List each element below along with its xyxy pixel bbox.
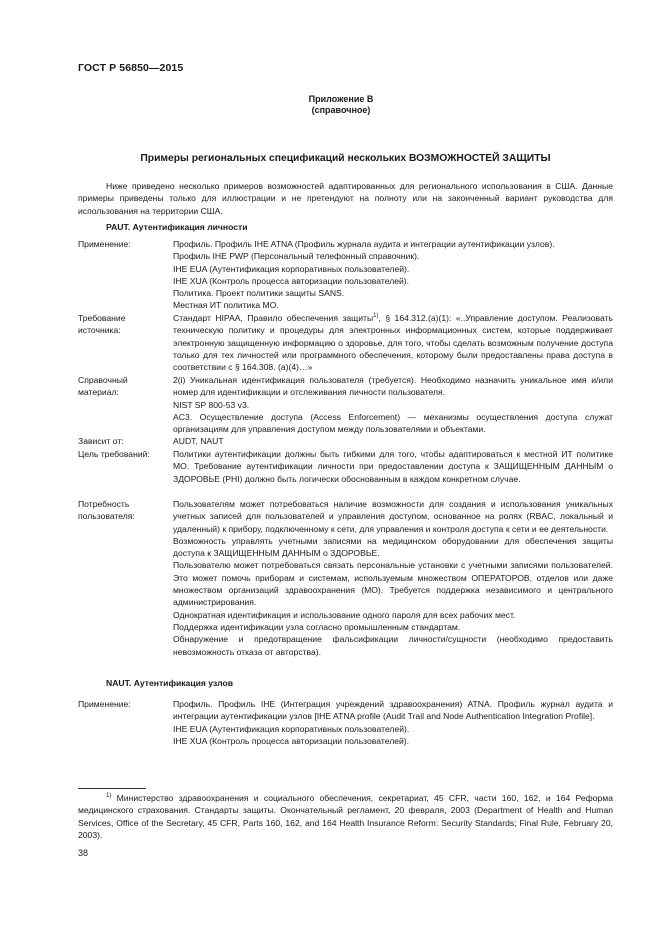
list-item: Однократная идентификация и использование одного пароля для всех рабочих мест.	[173, 609, 516, 620]
field-label: Цель требований:	[78, 449, 150, 459]
footnote-ref: 1)	[373, 313, 379, 320]
text-run: Стандарт HIPAA, Правило обеспечения защиты	[173, 313, 374, 323]
standard-number: ГОСТ Р 56850—2015	[78, 62, 184, 74]
list-item: Пользователю может потребоваться связать персональные установки с учетными записями пользователей. Это может помочь приборам и системам, используемым множеством ОПЕРАТОРОВ, отделов или даже множеством организаций здравоохранения (МО). Требуется поддержка независимого и центрального администрирования.	[173, 560, 613, 608]
field-label: Требование источника:	[78, 313, 126, 336]
field-value	[173, 374, 613, 435]
list-item: Обнаружение и предотвращение фальсификации личности/сущности (необходимо предоставить невозможность отказа от авторства).	[173, 634, 613, 657]
list-item: Профиль IHE PWP (Персональный телефонный справочник).	[173, 251, 420, 262]
list-item: Возможность управлять учетными записями на медицинском оборудовании для обеспечения защиты доступа к ЗАЩИЩЕННЫМ ДАННЫМ о ЗДОРОВЬЕ.	[173, 535, 613, 559]
footnote-text: Министерство здравоохранения и социального обеспечения, секретариат, 45 CFR, части 160, 162, и 164 Реформа медицинского страхования. Стандарты защиты. Окончательный регламент, 20 февраля, 2003 (Department of Health and Human Services, Office of the Secretary, 45 CFR, Parts 160, 162, and 164 Health Insurance Reform: Security Standards; Final Rule, February 20, 2003).	[78, 793, 613, 840]
field-label: Справочный материал:	[78, 375, 128, 398]
naut-heading: NAUT. Аутентификация узлов	[106, 678, 234, 688]
list-item: Политика. Проект политики защиты SANS.	[173, 288, 345, 299]
footnote-divider	[78, 788, 146, 789]
list-item: AC3. Осуществление доступа (Access Enforcement) — механизмы осуществления доступа служат организациям для управления доступом между пользователями и объектами.	[173, 411, 613, 435]
paut-heading: PAUT. Аутентификация личности	[106, 222, 248, 232]
list-item: Пользователям может потребоваться наличие возможности для создания и использования уникальных учетных записей для пользователей и управления доступом, основанное на ролях (RBAC, локальный и удаленный) к прибору, подключенному к сети, для управления и контроля доступа к сети и ее деятельности.	[173, 499, 613, 534]
field-value	[173, 312, 613, 373]
annex-title: Приложение В	[308, 94, 374, 104]
field-label: Потребность пользователя:	[78, 499, 135, 522]
list-item: 2(i) Уникальная идентификация пользователя (требуется). Необходимо назначить уникальное имя и/или номер для идентификации и отслеживания личности пользователя.	[173, 375, 613, 398]
field-label: Применение:	[78, 699, 131, 709]
field-value: AUDT, NAUT	[173, 436, 224, 446]
field-label: Зависит от:	[78, 436, 124, 446]
field-value	[173, 238, 613, 312]
list-item: Профиль. Профиль IHE (Интеграция учреждений здравоохранения) ATNA. Профиль журнал аудита и интеграции аутентификации узлов [IHE ATNA profile (Audit Trail and Node Authentication Integration Profile].	[173, 699, 613, 722]
list-item: Профиль. Профиль IHE ATNA (Профиль журнала аудита и интеграции аутентификации узлов).	[173, 239, 555, 249]
page-number: 38	[78, 848, 89, 858]
list-item: IHE EUA (Аутентификация корпоративных пользователей).	[173, 263, 410, 274]
text-run: , § 164.312.(a)(1): «..Управление доступом. Реализовать техническую политику и процедуры для электронных информационных систем, которые поддерживает электронную защищенную информацию о здоровье, для того, чтобы сделать возможным получение доступа только для тех личностей или программного обеспечения, которому были предоставлены права доступа в соответствии с § 164.308. (a)(4)…»	[173, 313, 613, 373]
list-item: IHE XUA (Контроль процесса авторизации пользователей).	[173, 275, 410, 286]
footnote-mark: 1)	[106, 793, 112, 800]
section-title: Примеры региональных спецификаций нескольких ВОЗМОЖНОСТЕЙ ЗАЩИТЫ	[140, 153, 551, 164]
annex-subtitle: (справочное)	[311, 105, 371, 115]
list-item: IHE EUA (Аутентификация корпоративных пользователей).	[173, 723, 410, 734]
list-item: NIST SP 800-53 v3.	[173, 399, 250, 410]
field-label: Применение:	[78, 239, 131, 249]
footnote	[78, 792, 613, 841]
list-item: Местная ИТ политика МО.	[173, 300, 279, 311]
field-value: Политики аутентификации должны быть гибкими для того, чтобы адаптироваться к местной ИТ политике МО. Требование аутентификации личности при предоставлении доступа к ЗАЩИЩЕННЫМ ДАННЫМ о ЗДОРОВЬЕ (PHI) должно быть логически обоснованным в каждом конкретном случае.	[173, 449, 613, 484]
list-item: IHE XUA (Контроль процесса авторизации пользователей).	[173, 735, 410, 746]
field-value	[173, 498, 613, 658]
list-item: Поддержка идентификации узла согласно промышленным стандартам.	[173, 621, 461, 632]
field-value	[173, 698, 613, 747]
intro-paragraph: Ниже приведено несколько примеров возможностей адаптированных для регионального использования в США. Данные примеры приведены только для иллюстрации и не претендуют на полноту или на законченный вариант руководства для использования на территории США.	[78, 181, 613, 216]
